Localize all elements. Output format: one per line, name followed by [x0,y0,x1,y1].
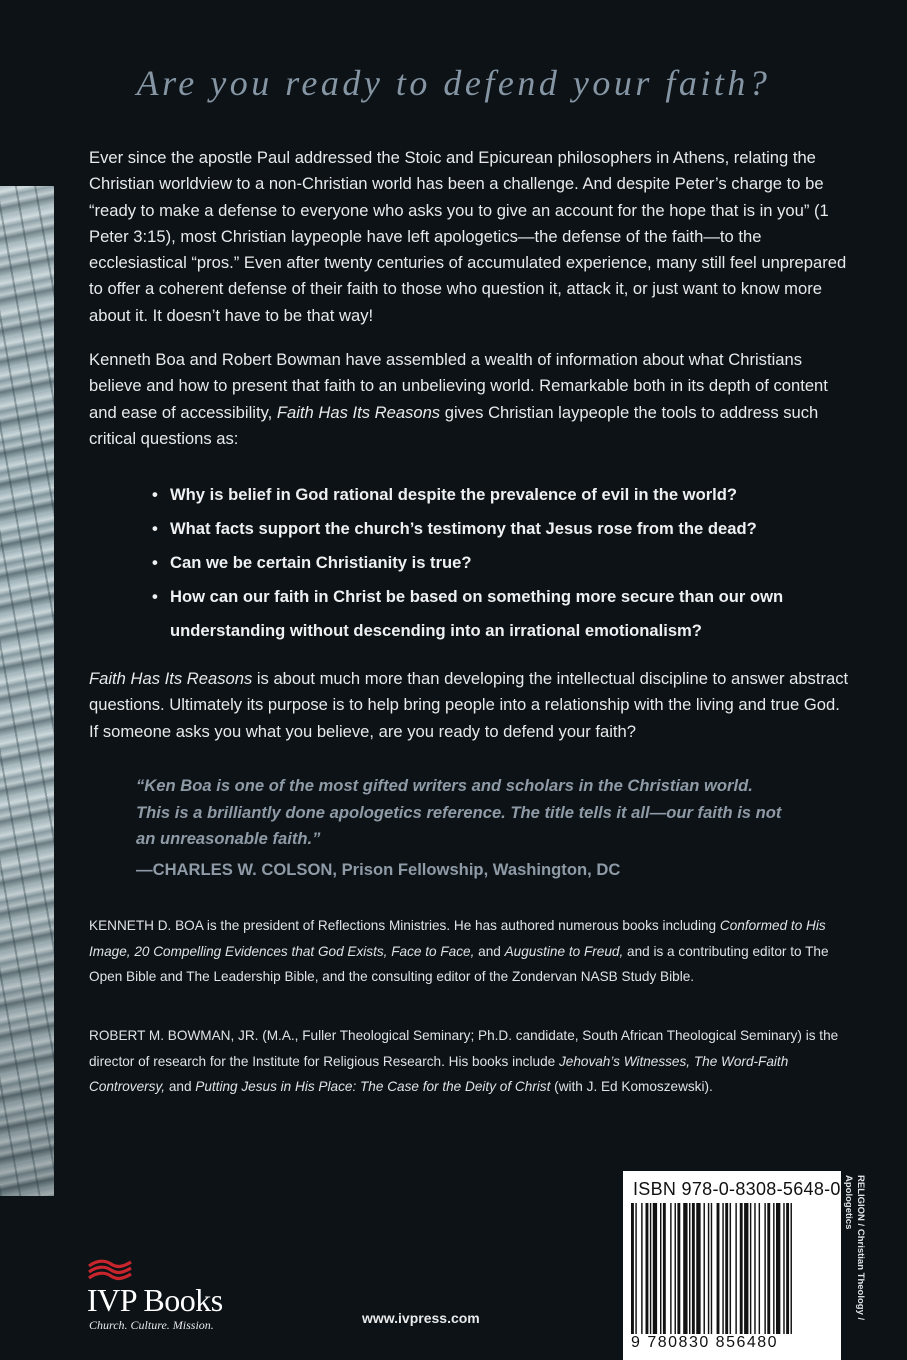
category-line-2: Apologetics [843,1175,854,1230]
barcode-bars [631,1203,833,1341]
bio-book-titles: Augustine to Freud, [504,943,624,959]
intro-paragraph-2 [89,347,851,452]
publisher-website: www.ivpress.com [362,1310,480,1326]
endorsement-quote: “Ken Boa is one of the most gifted writers and scholars in the Christian world. This is a brilliantly done apologetics reference. The title tells it all—our faith is not an unreasonable faith.” [136,776,782,848]
question-item: • How can our faith in Christ be based on something more secure than our own understanding without descending into an irrational emotionalism? [152,580,812,648]
author-bio-bowman [89,1023,849,1100]
bio-book-titles: Putting Jesus in His Place: The Case for the Deity of Christ [195,1079,551,1094]
question-list [152,478,812,648]
barcode-digits: 9 780830 856480 [631,1334,835,1352]
publisher-name: IVP Books [87,1282,223,1318]
question-item: • Why is belief in God rational despite the prevalence of evil in the world? [152,478,812,512]
closing-paragraph [89,666,851,745]
bio-text: KENNETH D. BOA is the president of Reflections Ministries. He has authored numerous books including [89,918,720,933]
bio-text: (with J. Ed Komoszewski). [550,1079,713,1094]
category-label [843,1175,866,1321]
book-title-inline: Faith Has Its Reasons [276,402,441,422]
bio-text: and [474,943,505,959]
isbn-label: ISBN 978-0-8308-5648-0 [633,1179,841,1199]
bio-text: ROBERT M. BOWMAN, JR. (M.A., Fuller Theological Seminary; Ph.D. candidate, South African Theological Seminary) is the director of research for the Institute for Religious Research. His books include [89,1028,839,1069]
intro-paragraph-1: Ever since the apostle Paul addressed the Stoic and Epicurean philosophers in Athens, relating the Christian worldview to a non-Christian world has been a challenge. And despite Peter’s charge to be “ready to make a defense to everyone who asks you to give an account for the hope that is in you” (1 Peter 3:15), most Christian laypeople have left apologetics—the defense of the faith—to the ecclesiastical “pros.” Even after twenty centuries of accumulated experience, many still feel unprepared to offer a coherent defense of their faith to those who question it, attack it, or just want to know more about it. It doesn’t have to be that way! [89,148,847,325]
headline: Are you ready to defend your faith? [136,63,771,103]
book-title-inline: Faith Has Its Reasons [89,669,253,688]
endorsement-attribution: —CHARLES W. COLSON, Prison Fellowship, Washington, DC [136,860,621,879]
paragraph2-text-start: Kenneth Boa and Robert Bowman have assembled a wealth of information about what Christians believe and how to present that faith to an unbelieving world. Remarkable both in its depth of content and ease of accessibility, [89,350,828,422]
publisher-tagline: Church. Culture. Mission. [89,1318,214,1332]
ivp-logo-icon [87,1258,133,1284]
bio-book-titles: Jehovah’s Witnesses, The Word-Faith Controversy, [89,1053,789,1094]
question-item: • What facts support the church’s testimony that Jesus rose from the dead? [152,512,812,546]
paragraph2-text-end: gives Christian laypeople the tools to address such critical questions as: [89,402,819,448]
bio-book-titles: Conformed to His Image, 20 Compelling Evidences that God Exists, Face to Face, [89,918,826,959]
marble-texture-strip [0,186,54,1196]
bio-text: and is a contributing editor to The Open Bible and The Leadership Bible, and the consulting editor of the Zondervan NASB Study Bible. [89,943,829,984]
isbn-barcode [623,1171,841,1360]
question-item: • Can we be certain Christianity is true? [152,546,812,580]
closing-text: is about much more than developing the intellectual discipline to answer abstract questions. Ultimately its purpose is to help bring people into a relationship with the living and true God. If someone asks you what you believe, are you ready to defend your faith? [89,669,849,741]
bio-text: and [165,1079,196,1094]
author-bio-boa [89,913,849,990]
category-line-1: RELIGION / Christian Theology / [855,1175,866,1321]
